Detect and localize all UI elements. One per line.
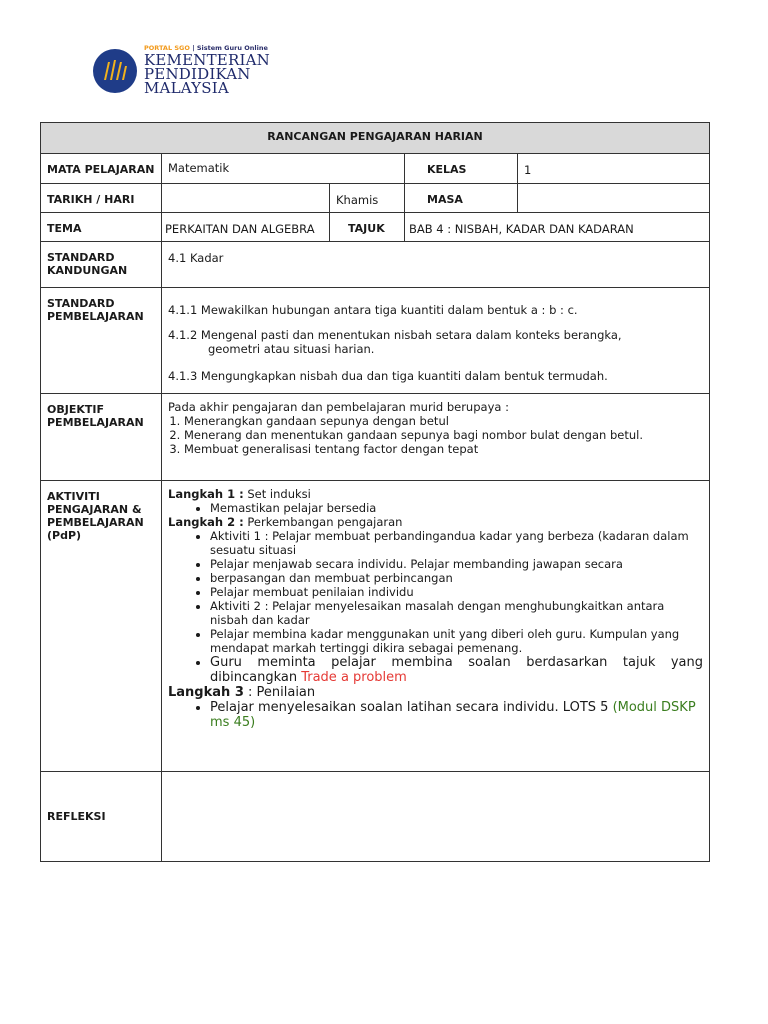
mata-pelajaran-label: MATA PELAJARAN (41, 154, 162, 184)
mata-pelajaran-value: Matematik (162, 154, 405, 184)
hari-value: Khamis (330, 184, 405, 213)
refleksi-value (162, 772, 710, 862)
tajuk-label: TAJUK (330, 213, 405, 242)
obj-intro: Pada akhir pengajaran dan pembelajaran murid berupaya : (168, 400, 509, 414)
masa-label: MASA (405, 184, 518, 213)
akt-label-line-3: PEMBELAJARAN (47, 516, 144, 529)
langkah-3-list (168, 700, 703, 730)
obj-label-line-2: PEMBELAJARAN (47, 416, 144, 429)
objective-item: 3. Membuat generalisasi tentang factor dengan tepat (184, 442, 703, 456)
activity-item (210, 700, 703, 730)
langkah-1-list (168, 501, 703, 515)
portal-sgo-text: PORTAL SGO (144, 44, 190, 52)
activity-item: • Pelajar membuat penilaian individu (210, 585, 703, 599)
activity-item: • Aktiviti 2 : Pelajar menyelesaikan masalah dengan menghubungkaitkan antara nisbah dan kadar (210, 599, 703, 627)
activity-last-text: Guru meminta pelajar membina soalan berdasarkan tajuk yang dibincangkan (210, 655, 703, 685)
logo-line-2: PENDIDIKAN (144, 65, 251, 83)
langkah-3-text: : Penilaian (243, 685, 316, 700)
objektif-value (162, 394, 710, 481)
tema-value: PERKAITAN DAN ALGEBRA (162, 213, 330, 242)
kelas-label: KELAS (405, 154, 518, 184)
langkah-2-head: Langkah 2 : (168, 515, 244, 529)
tajuk-value: BAB 4 : NISBAH, KADAR DAN KADARAN (405, 213, 710, 242)
sp-item-1: 4.1.1 Mewakilkan hubungan antara tiga kuantiti dalam bentuk a : b : c. (168, 303, 578, 317)
lesson-plan-table (40, 122, 710, 862)
logo-line-1: KEMENTERIAN (144, 51, 270, 69)
sp-label-line-1: STANDARD (47, 297, 115, 310)
objective-list (168, 414, 703, 456)
activity-item: • Pelajar membina kadar menggunakan unit yang diberi oleh guru. Kumpulan yang mendapat markah tertinggi dikira sebagai pemenang. (210, 627, 703, 655)
sp-item-2-cont: geometri atau situasi harian. (208, 342, 375, 356)
standard-kandungan-value: 4.1 Kadar (162, 242, 710, 288)
logo-line-3: MALAYSIA (144, 79, 229, 97)
standard-pembelajaran-label (41, 288, 162, 394)
activity-item: • Memastikan pelajar bersedia (210, 501, 703, 515)
objective-item: 2. Menerang dan menentukan gandaan sepunya bagi nombor bulat dengan betul. (184, 428, 703, 442)
aktiviti-label (41, 481, 162, 772)
langkah-3 (168, 685, 703, 700)
langkah-1-head: Langkah 1 : (168, 487, 244, 501)
sk-label-line-2: KANDUNGAN (47, 264, 128, 277)
objective-item: 1. Menerangkan gandaan sepunya dengan betul (184, 414, 703, 428)
activity-item: • Pelajar menjawab secara individu. Pelajar membanding jawapan secara (210, 557, 703, 571)
langkah-1-text: Set induksi (243, 487, 311, 501)
kpm-emblem-icon (92, 48, 138, 94)
kpm-logo (92, 42, 282, 98)
langkah-2 (168, 515, 703, 529)
obj-label-line-1: OBJEKTIF (47, 403, 104, 416)
masa-value (518, 184, 710, 213)
tarikh-label: TARIKH / HARI (41, 184, 162, 213)
akt-label-line-1: AKTIVITI (47, 490, 100, 503)
langkah-1 (168, 487, 703, 501)
langkah-3-head: Langkah 3 (168, 685, 244, 700)
activity-item: • berpasangan dan membuat perbincangan (210, 571, 703, 585)
langkah-2-list (168, 529, 703, 685)
activity-item-last (210, 655, 703, 685)
objektif-label (41, 394, 162, 481)
trade-a-problem-text: Trade a problem (301, 670, 407, 685)
langkah-2-text: Perkembangan pengajaran (243, 515, 403, 529)
refleksi-label: REFLEKSI (41, 772, 162, 862)
kelas-value: 1 (518, 154, 710, 184)
standard-kandungan-label (41, 242, 162, 288)
portal-sgo-sub: | Sistem Guru Online (192, 44, 268, 52)
sp-item-3: 4.1.3 Mengungkapkan nisbah dua dan tiga kuantiti dalam bentuk termudah. (168, 369, 608, 383)
sp-label-line-2: PEMBELAJARAN (47, 310, 144, 323)
akt-label-line-2: PENGAJARAN & (47, 503, 142, 516)
modul-dskp-text: (Modul DSKP ms 45) (210, 700, 696, 730)
aktiviti-value (162, 481, 710, 772)
tarikh-value (162, 184, 330, 213)
akt-label-line-4: (PdP) (47, 529, 82, 542)
tema-label: TEMA (41, 213, 162, 242)
sp-item-2: 4.1.2 Mengenal pasti dan menentukan nisbah setara dalam konteks berangka, (168, 328, 622, 342)
activity-item: • Aktiviti 1 : Pelajar membuat perbandingandua kadar yang berbeza (kadaran dalam sesuatu situasi (210, 529, 703, 557)
standard-pembelajaran-value (162, 288, 710, 394)
sk-label-line-1: STANDARD (47, 251, 115, 264)
langkah-3-item-text: Pelajar menyelesaikan soalan latihan secara individu. LOTS 5 (210, 700, 613, 715)
table-title: RANCANGAN PENGAJARAN HARIAN (41, 123, 710, 154)
